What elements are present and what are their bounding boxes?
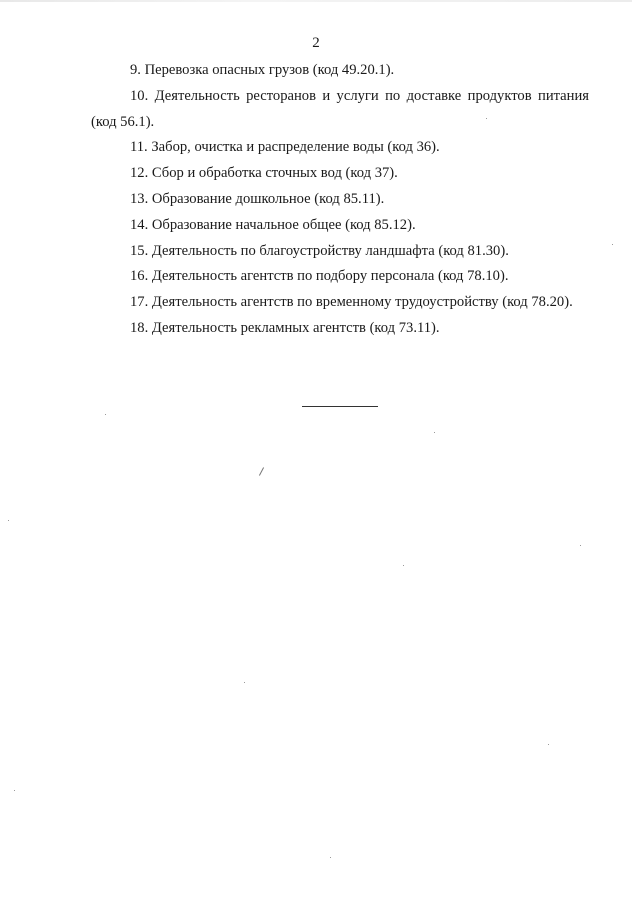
page-number: 2 [312, 35, 320, 51]
scan-speck [244, 682, 245, 683]
end-of-document-rule [302, 406, 378, 407]
scan-speck [548, 744, 549, 745]
activity-list [91, 58, 589, 342]
list-item: 17. Деятельность агентств по временному трудоустройству (код 78.20). [130, 294, 573, 311]
list-item: 9. Перевозка опасных грузов (код 49.20.1). [130, 62, 395, 78]
scan-edge [0, 0, 632, 2]
scan-speck [14, 790, 15, 791]
list-item: 15. Деятельность по благоустройству ландшафта (код 81.30). [130, 242, 509, 259]
list-item: 10. Деятельность ресторанов и услуги по доставке продуктов питания (код 56.1). [91, 87, 589, 130]
scan-speck [434, 432, 435, 433]
list-item: 16. Деятельность агентств по подбору персонала (код 78.10). [130, 268, 509, 285]
scan-speck [330, 857, 331, 858]
list-item: 14. Образование начальное общее (код 85.12). [130, 216, 416, 233]
list-item: 13. Образование дошкольное (код 85.11). [130, 190, 385, 207]
list-item: 11. Забор, очистка и распределение воды (код 36). [130, 139, 440, 156]
scan-speck [612, 244, 613, 245]
scan-speck [105, 414, 106, 415]
scan-speck [580, 545, 581, 546]
list-item: 12. Сбор и обработка сточных вод (код 37). [130, 165, 398, 182]
scan-speck [8, 520, 9, 521]
scan-speck [486, 118, 487, 119]
scan-speck [403, 565, 404, 566]
scan-streak [259, 467, 264, 475]
list-item: 18. Деятельность рекламных агентств (код 73.11). [130, 319, 440, 336]
